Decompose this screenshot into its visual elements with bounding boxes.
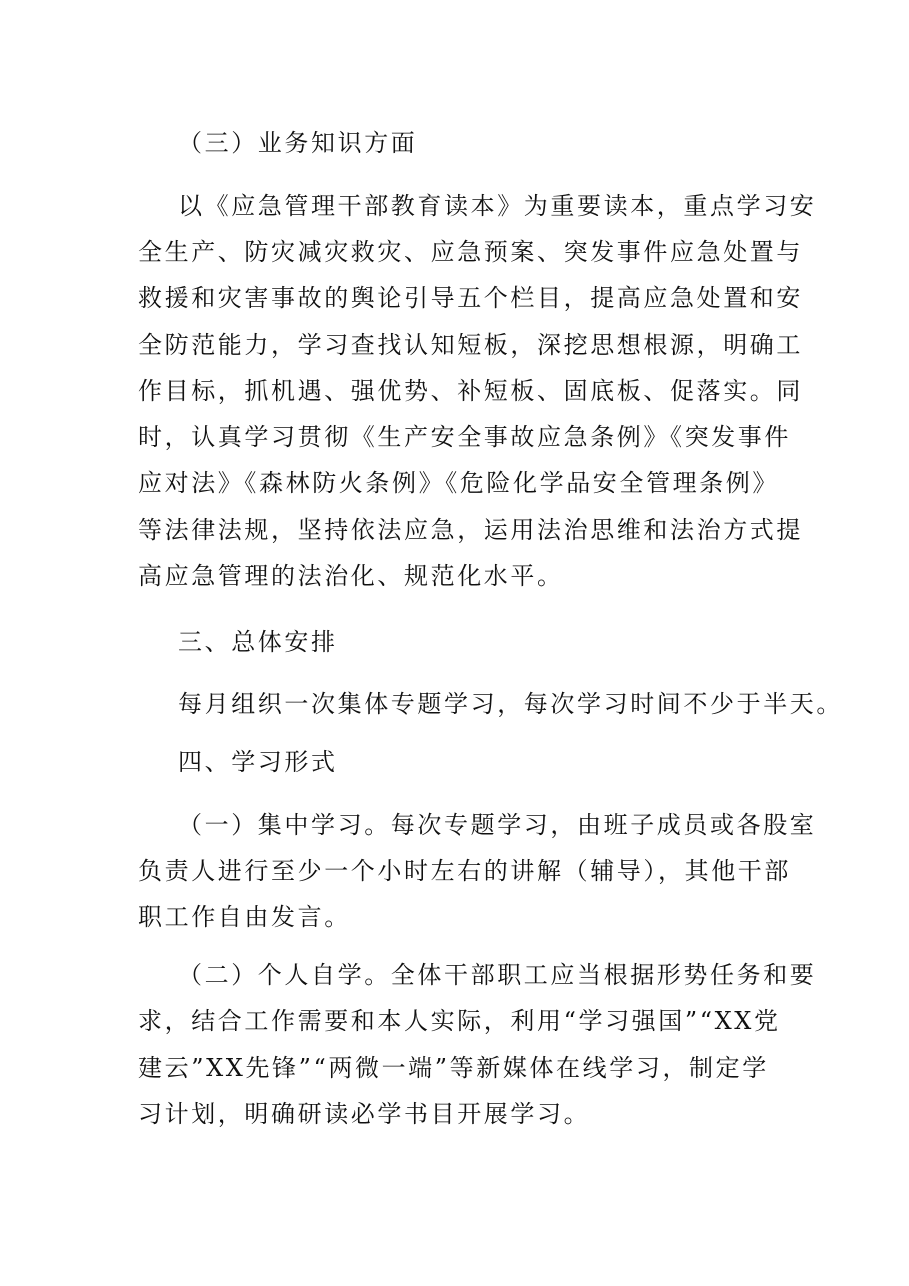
paragraph-line: 负责人进行至少一个小时左右的讲解（辅导），其他干部: [138, 857, 791, 885]
paragraph-line: 以《应急管理干部教育读本》为重要读本，重点学习安: [178, 192, 817, 220]
paragraph-line: 高应急管理的法治化、规范化水平。: [138, 562, 564, 590]
paragraph-line: 救援和灾害事故的舆论引导五个栏目，提高应急处置和安: [138, 284, 803, 312]
paragraph-line: 全防范能力，学习查找认知短板，深挖思想根源，明确工: [138, 331, 803, 359]
paragraph-line: 每月组织一次集体专题学习，每次学习时间不少于半天。: [178, 690, 843, 718]
paragraph-line: （二）个人自学。全体干部职工应当根据形势任务和要: [178, 961, 817, 989]
paragraph-line: 求，结合工作需要和本人实际，利用“学习强国”“XX党: [138, 1007, 781, 1035]
paragraph-line: 作目标，抓机遇、强优势、补短板、固底板、促落实。同: [138, 377, 803, 405]
paragraph-line: 全生产、防灾减灾救灾、应急预案、突发事件应急处置与: [138, 238, 803, 266]
section-heading-overall-arrangement: 三、总体安排: [178, 628, 338, 656]
paragraph-line: 职工作自由发言。: [138, 903, 351, 931]
paragraph-line: 习计划，明确研读必学书目开展学习。: [138, 1100, 591, 1128]
section-heading-business-knowledge: （三）业务知识方面: [178, 129, 418, 157]
paragraph-line: （一）集中学习。每次专题学习，由班子成员或各股室: [178, 811, 817, 839]
paragraph-line: 应对法》《森林防火条例》《危险化学品安全管理条例》: [138, 469, 779, 497]
paragraph-line: 等法律法规，坚持依法应急，运用法治思维和法治方式提: [138, 516, 803, 544]
paragraph-line: 建云”XX先锋”“两微一端”等新媒体在线学习，制定学: [138, 1054, 769, 1082]
section-heading-study-forms: 四、学习形式: [178, 748, 338, 776]
paragraph-line: 时，认真学习贯彻《生产安全事故应急条例》《突发事件: [138, 423, 791, 451]
